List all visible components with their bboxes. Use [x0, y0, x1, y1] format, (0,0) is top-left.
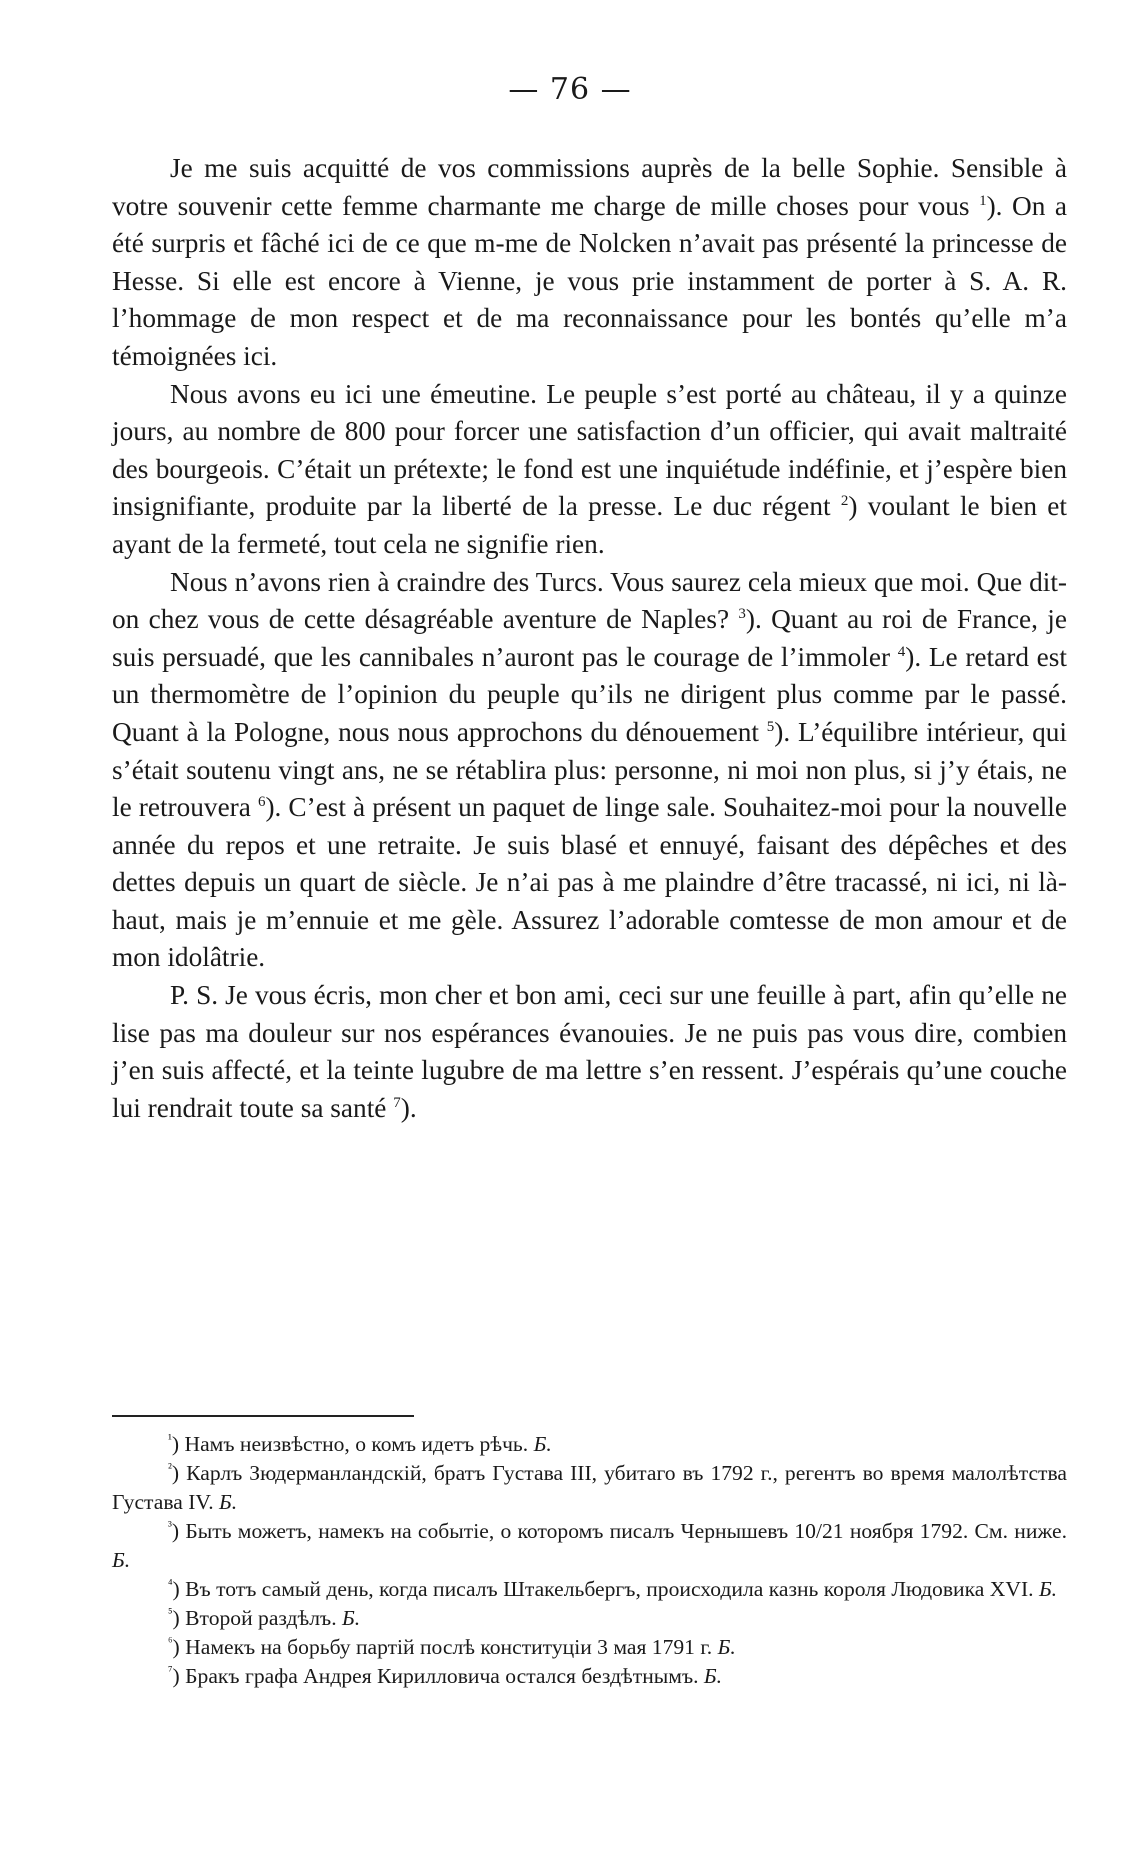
- footnote-ref-4: 4: [897, 643, 906, 660]
- paragraph-1: Je me suis acquitté de vos commissions auprès de la belle Sophie. Sensible à votre souvenir cette femme charmante me charge de mille choses pour vous $^1$). On a été surpris et fâché ici de ce que m-me de Nolcken n’avait pas présenté la princesse de Hesse. Si elle est encore à Vienne, je vous prie instamment de porter à S. A. R. l’hommage de mon respect et de ma reconnaissance pour les bontés qu’elle m’a témoignées ici.: [112, 153, 1067, 371]
- page-number: — 76 —: [508, 72, 632, 107]
- footnote-1: $^{^1}$) Намъ неизвѣстно, о комъ идетъ рѣчь. Б.: [168, 1430, 552, 1456]
- footnote-ref-1: 1: [979, 192, 987, 209]
- letter-body: [112, 150, 1067, 1127]
- footnote-ref-3: 3: [738, 606, 746, 623]
- paragraph-2: Nous avons eu ici une émeutine. Le peuple s’est porté au château, il y a quinze jours, au nombre de 800 pour forcer une satisfaction d’un officier, qui avait maltraité des bourgeois. C’était un prétexte; le fond est une inquiétude indéfinie, et j’espère bien insignifiante, produite par la liberté de la presse. Le duc régent $^2$) voulant le bien et ayant de la fermeté, tout cela ne signifie rien.: [112, 378, 1067, 559]
- footnote-5: $^{^5}$) Второй раздѣлъ. Б.: [168, 1604, 361, 1630]
- footnote-2: $^{^2}$) Карлъ Зюдерманландскій, братъ Густава III, убитаго въ 1792 г., регентъ во время малолѣтства Густава IV. Б.: [112, 1459, 1067, 1514]
- footnote-ref-7: 7: [393, 1094, 401, 1111]
- footnotes: [112, 1430, 1067, 1691]
- footnote-ref-6: 6: [257, 794, 266, 810]
- footnote-6: $^{^6}$) Намекъ на борьбу партій послѣ конституціи 3 мая 1791 г. Б.: [168, 1633, 736, 1659]
- footnote-3: $^{^3}$) Быть можетъ, намекъ на событіе, о которомъ писалъ Чернышевъ 10/21 ноября 1792. См. ниже. Б.: [112, 1517, 1067, 1572]
- footnote-ref-5: 5: [766, 718, 775, 735]
- footnote-ref-2: 2: [840, 493, 849, 510]
- footnote-divider: [112, 1415, 414, 1417]
- footnote-4: $^{^4}$) Въ тотъ самый день, когда писалъ Штакельбергъ, происходила казнь короля Людовика XVI. Б.: [168, 1575, 1058, 1601]
- footnote-7: $^{^7}$) Бракъ графа Андрея Кирилловича остался бездѣтнымъ. Б.: [168, 1662, 723, 1688]
- paragraph-3: Nous n’avons rien à craindre des Turcs. Vous saurez cela mieux que moi. Que dit-on chez vous de cette désagréable aventure de Naples? $^3$). Quant au roi de France, je suis persuadé, que les cannibales n’auront pas le courage de l’immoler $^4$). Le retard est un thermomètre de l’opinion du peuple qu’ils ne dirigent plus comme par le passé. Quant à la Pologne, nous nous approchons du dénouement $^5$). L’équilibre intérieur, qui s’était soutenu vingt ans, ne se rétablira plus: personne, ni moi non plus, si j’y étais, ne le retrouvera $^6$). C’est à présent un paquet de linge sale. Souhaitez-moi pour la nouvelle année du repos et une retraite. Je suis blasé et ennuyé, faisant des dépêches et des dettes depuis un quart de siècle. Je n’ai pas à me plaindre d’être tracassé, ni ici, ni là-haut, mais je m’ennuie et me gèle. Assurez l’adorable comtesse de mon amour et de mon idolâtrie.: [112, 566, 1067, 973]
- paragraph-postscript: P. S. Je vous écris, mon cher et bon ami, ceci sur une feuille à part, afin qu’elle ne lise pas ma douleur sur nos espérances évanouies. Je ne puis pas vous dire, combien j’en suis affecté, et la teinte lugubre de ma lettre s’en ressent. J’espérais qu’une couche lui rendrait toute sa santé $^7$).: [112, 980, 1067, 1123]
